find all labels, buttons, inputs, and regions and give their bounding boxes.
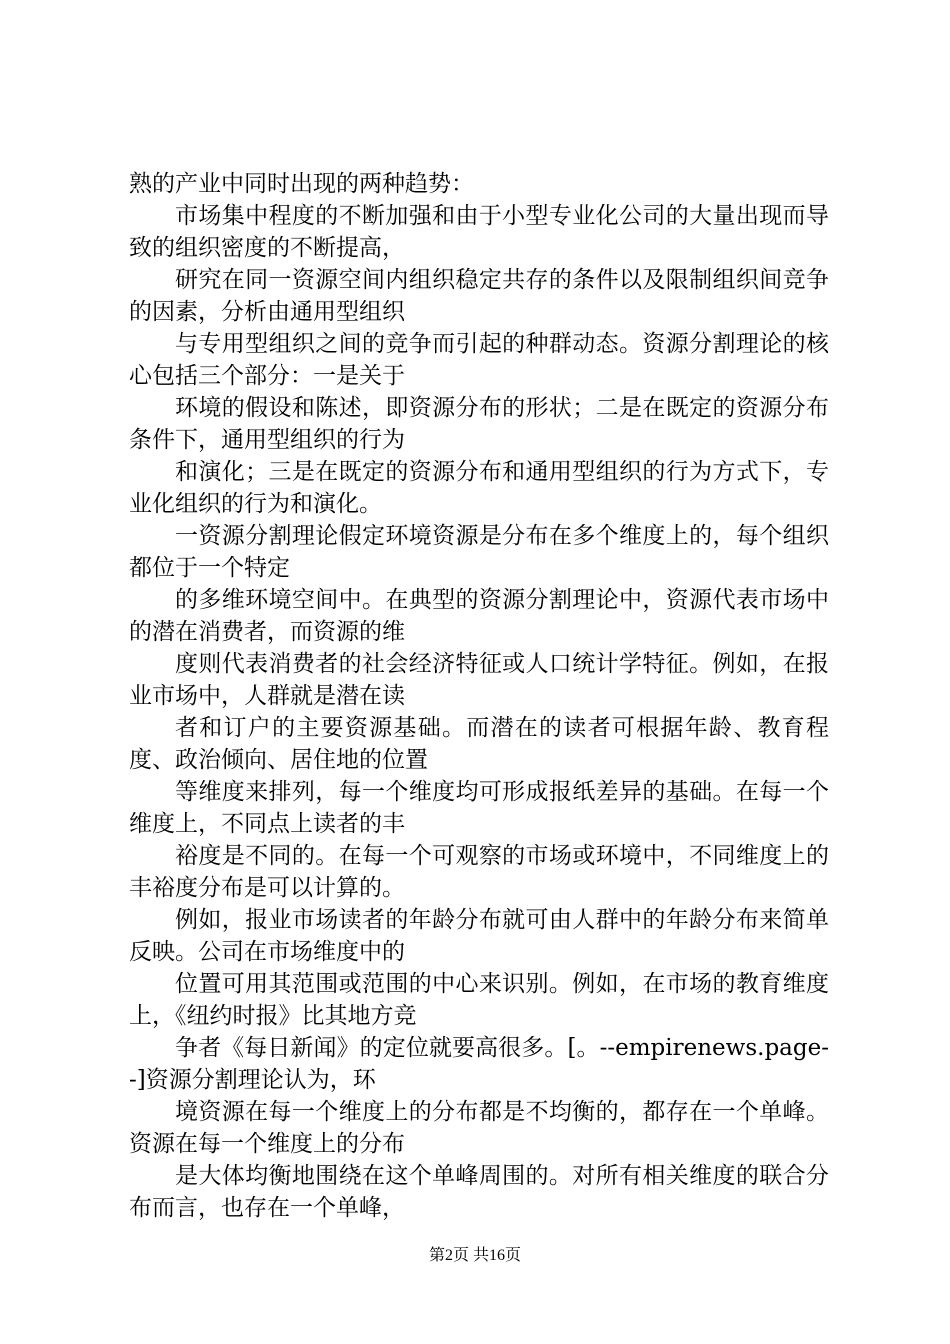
paragraph-6: 和演化；三是在既定的资源分布和通用型组织的行为方式下，专业化组织的行为和演化。 [129,459,829,517]
body-text [129,168,829,1224]
paragraph-13: 例如，报业市场读者的年龄分布就可由人群中的年龄分布来简单反映。公司在市场维度中的 [129,907,829,965]
paragraph-15: 争者《每日新闻》的定位就要高很多。[。--empirenews.page--]资源分割理论认为，环 [129,1035,829,1093]
paragraph-2: 市场集中程度的不断加强和由于小型专业化公司的大量出现而导致的组织密度的不断提高， [129,203,829,261]
paragraph-5: 环境的假设和陈述，即资源分布的形状；二是在既定的资源分布条件下，通用型组织的行为 [129,395,829,453]
paragraph-11: 等维度来排列，每一个维度均可形成报纸差异的基础。在每一个维度上，不同点上读者的丰 [129,779,829,837]
paragraph-4: 与专用型组织之间的竞争而引起的种群动态。资源分割理论的核心包括三个部分：一是关于 [129,331,829,389]
paragraph-1: 熟的产业中同时出现的两种趋势： [129,171,474,197]
paragraph-9: 度则代表消费者的社会经济特征或人口统计学特征。例如，在报业市场中，人群就是潜在读 [129,651,829,709]
paragraph-7: 一资源分割理论假定环境资源是分布在多个维度上的，每个组织都位于一个特定 [129,523,829,581]
paragraph-16: 境资源在每一个维度上的分布都是不均衡的，都存在一个单峰。资源在每一个维度上的分布 [129,1099,829,1157]
paragraph-12: 裕度是不同的。在每一个可观察的市场或环境中，不同维度上的丰裕度分布是可以计算的。 [129,843,829,901]
paragraph-3: 研究在同一资源空间内组织稳定共存的条件以及限制组织间竞争的因素，分析由通用型组织 [129,267,829,325]
paragraph-17: 是大体均衡地围绕在这个单峰周围的。对所有相关维度的联合分布而言，也存在一个单峰， [129,1163,829,1221]
paragraph-8: 的多维环境空间中。在典型的资源分割理论中，资源代表市场中的潜在消费者，而资源的维 [129,587,829,645]
paragraph-10: 者和订户的主要资源基础。而潜在的读者可根据年龄、教育程度、政治倾向、居住地的位置 [129,715,829,773]
page-number-label: 第2页 共16页 [428,1247,521,1264]
page-footer [0,1246,950,1266]
paragraph-14: 位置可用其范围或范围的中心来识别。例如，在市场的教育维度上，《纽约时报》比其地方竞 [129,971,829,1029]
